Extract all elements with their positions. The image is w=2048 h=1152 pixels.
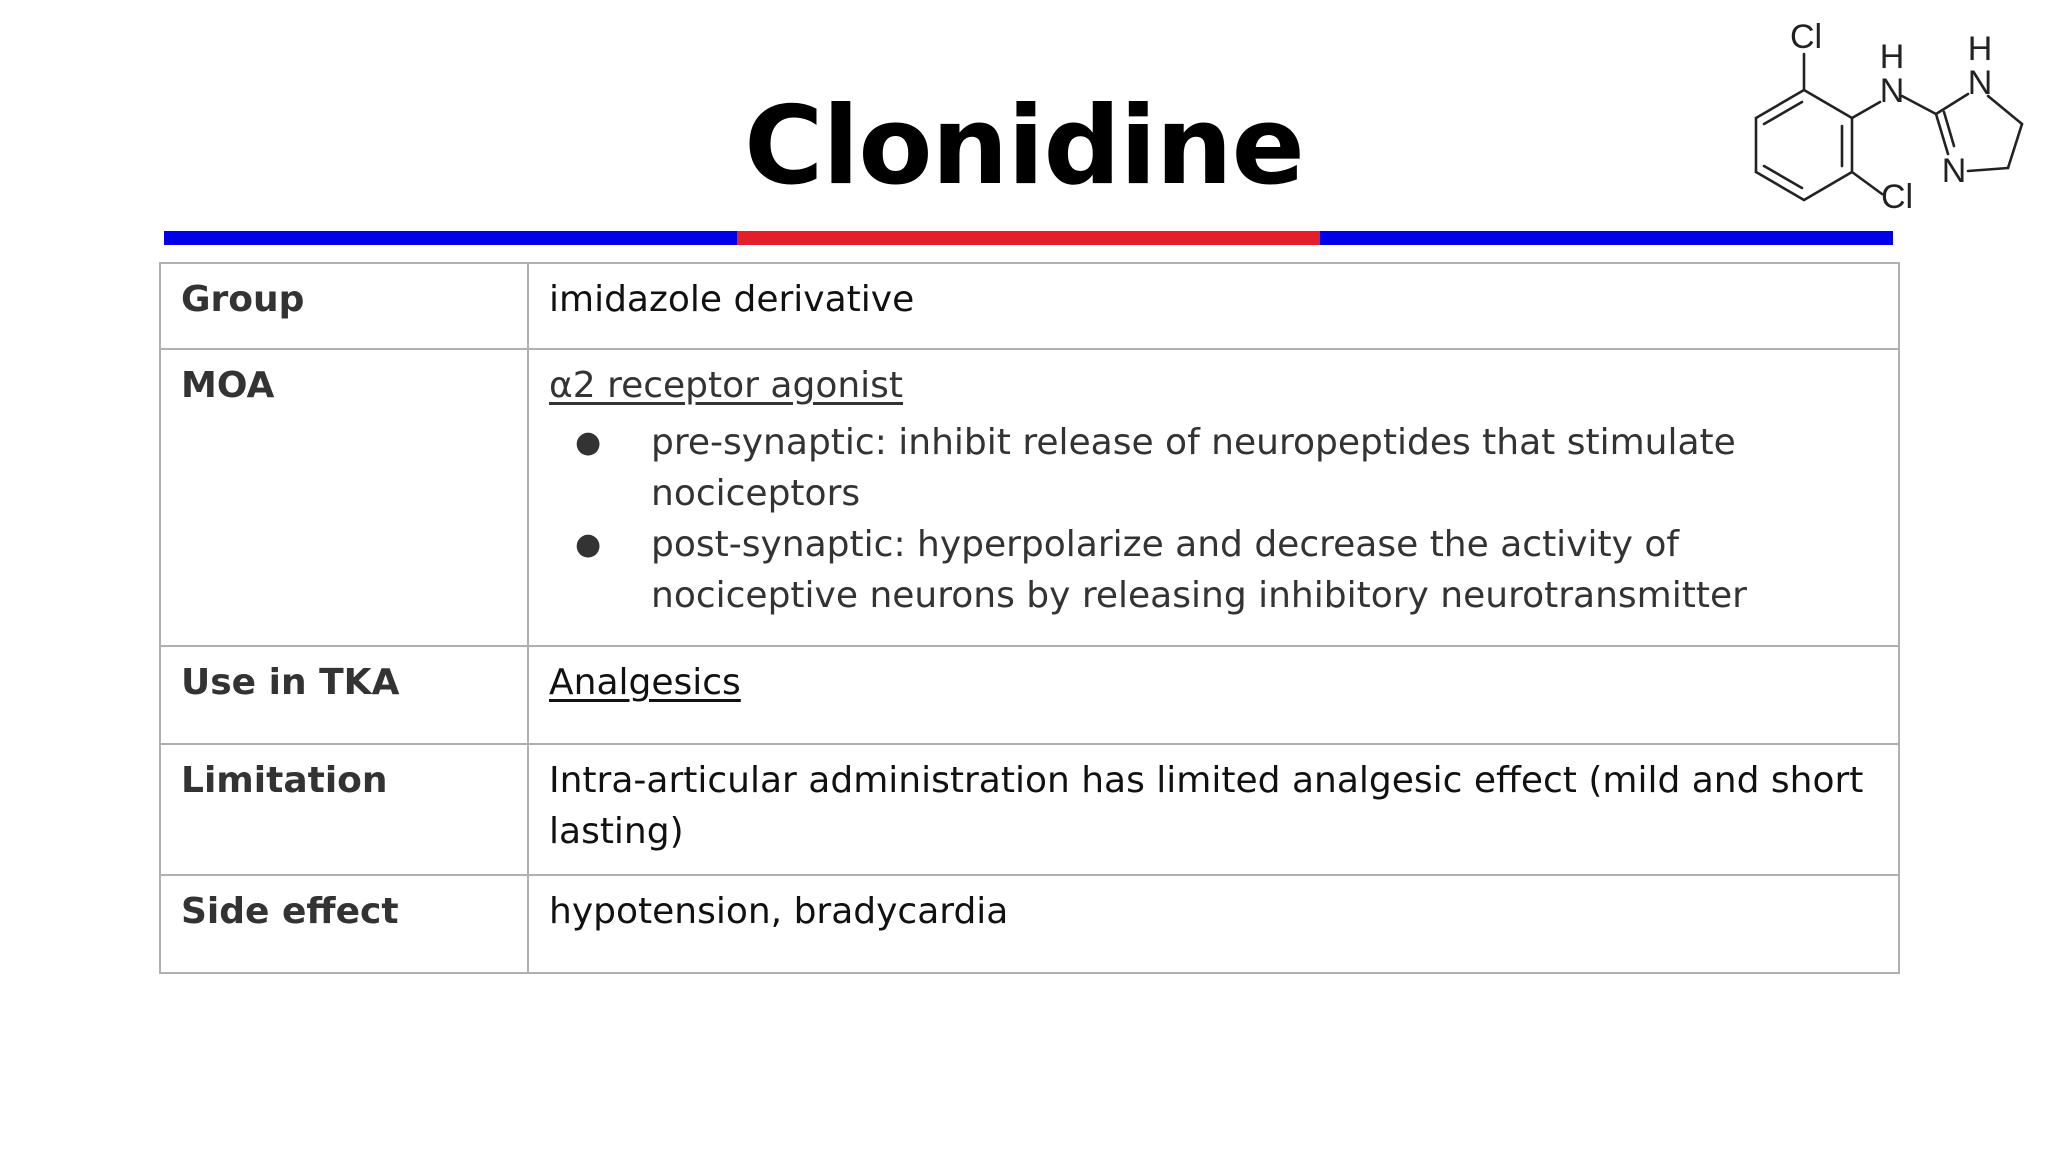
moa-bullet-text: pre-synaptic: inhibit release of neuropeptides that stimulate nociceptors: [651, 422, 1736, 514]
divider-segment-center: [737, 231, 1320, 245]
table-row: [160, 646, 1899, 744]
row-value-use: [528, 646, 1899, 744]
atom-label-cl-bottom: Cl: [1880, 178, 1914, 216]
atom-label-linker-h: H: [1879, 38, 1905, 76]
atom-label-linker-n: N: [1879, 72, 1905, 110]
row-value-side-effect: hypotension, bradycardia: [528, 875, 1899, 973]
divider-segment-left: [164, 231, 737, 245]
bullet-marker: ●: [575, 527, 602, 562]
row-label-side-effect: Side effect: [160, 875, 528, 973]
atom-label-ring-n: N: [1941, 152, 1967, 190]
row-label-limitation: Limitation: [160, 744, 528, 875]
row-label-group: Group: [160, 263, 528, 349]
row-label-use: Use in TKA: [160, 646, 528, 744]
use-value: Analgesics: [549, 662, 741, 703]
moa-heading: α2 receptor agonist: [549, 365, 904, 406]
table-row: [160, 349, 1899, 646]
clonidine-structure-diagram: [1740, 6, 2048, 216]
bullet-marker: ●: [575, 425, 602, 460]
atom-label-ring-h: H: [1967, 30, 1993, 68]
title-divider: [164, 231, 1893, 245]
table-row: [160, 263, 1899, 349]
row-value-group: imidazole derivative: [528, 263, 1899, 349]
drug-info-table: [159, 262, 1900, 974]
moa-bullet-text: post-synaptic: hyperpolarize and decrease the activity of nociceptive neurons by releasing inhibitory neurotransmitter: [651, 524, 1747, 616]
row-value-limitation: Intra-articular administration has limited analgesic effect (mild and short lasting): [528, 744, 1899, 875]
slide-title: Clonidine: [744, 84, 1304, 209]
row-label-moa: MOA: [160, 349, 528, 646]
table-row: [160, 875, 1899, 973]
divider-segment-right: [1320, 231, 1893, 245]
moa-bullet-list: [549, 417, 1878, 621]
list-item: [549, 417, 1878, 519]
row-value-moa: [528, 349, 1899, 646]
atom-label-cl-top: Cl: [1789, 18, 1823, 56]
atom-label-ring-nh: N: [1967, 64, 1993, 102]
list-item: [549, 519, 1878, 621]
table-row: [160, 744, 1899, 875]
